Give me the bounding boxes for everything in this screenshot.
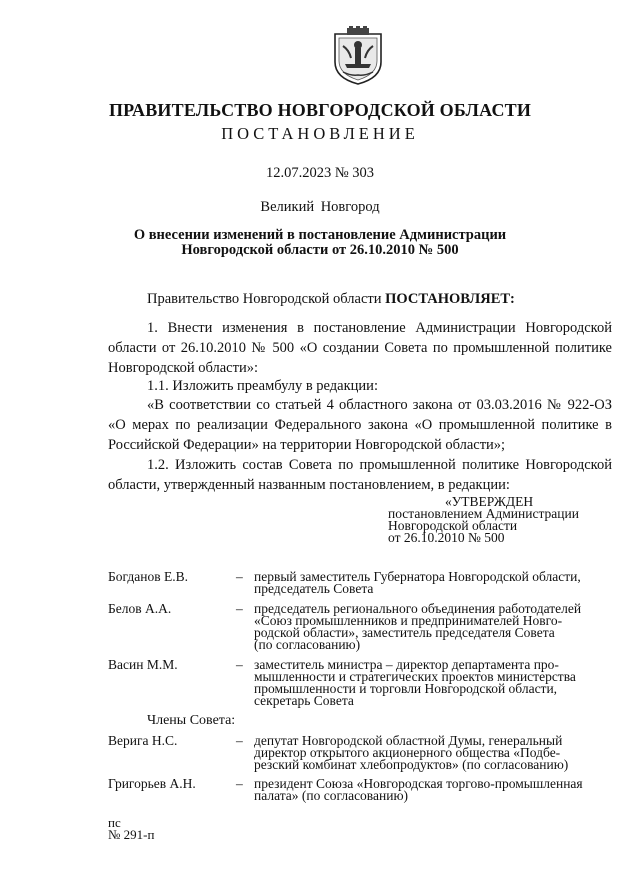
p11-quote-line-3: Российской Федерации» на территории Новгородской области»; <box>108 437 506 453</box>
desc-line: мышленности и стратегических проектов министерства <box>254 669 576 684</box>
p11-text: 1.1. Изложить преамбулу в редакции: <box>147 378 378 394</box>
member-description <box>254 659 604 707</box>
intro-paragraph <box>147 289 617 309</box>
intro-prefix: Правительство Новгородской области <box>147 291 386 307</box>
desc-line: (по согласованию) <box>254 637 361 652</box>
p1-line-3: Новгородской области»: <box>108 360 258 376</box>
dash: – <box>236 733 243 748</box>
members-heading: Члены Совета: <box>147 713 236 728</box>
dash: – <box>236 601 243 616</box>
date-number: 12.07.2023 № 303 <box>265 165 375 181</box>
desc-line: председатель регионального объединения работодателей <box>254 601 582 616</box>
government-name: ПРАВИТЕЛЬСТВО НОВГОРОДСКОЙ ОБЛАСТИ <box>108 100 532 120</box>
desc-line: резский комбинат хлебопродуктов» (по согласованию) <box>254 757 569 772</box>
desc-line: президент Союза «Новгородская торгово-промышленная <box>254 776 583 791</box>
desc-line: секретарь Совета <box>254 693 354 708</box>
member-name: Верига Н.С. <box>108 733 178 748</box>
desc-line: депутат Новгородской областной Думы, генеральный <box>254 733 563 748</box>
document-type: ПОСТАНОВЛЕНИЕ <box>221 124 419 143</box>
desc-line: промышленности и торговли Новгородской области, <box>254 681 558 696</box>
approval-line-1: «УТВЕРЖДЕН <box>445 494 534 509</box>
member-name: Григорьев А.Н. <box>108 776 196 791</box>
city: Великий Новгород <box>260 199 380 215</box>
member-description <box>254 571 604 595</box>
footer-initials: пс <box>108 815 121 830</box>
member-name: Белов А.А. <box>108 601 172 616</box>
desc-line: «Союз промышленников и предпринимателей Новго- <box>254 613 563 628</box>
member-description <box>254 778 604 802</box>
p1-line-1: 1. Внести изменения в постановление Администрации Новгородской <box>147 320 612 336</box>
member-name: Васин М.М. <box>108 657 178 672</box>
dash: – <box>236 657 243 672</box>
dash: – <box>236 569 243 584</box>
document-title <box>0 228 640 258</box>
member-description <box>254 603 604 651</box>
footer-number: № 291-п <box>108 827 155 842</box>
desc-line: заместитель министра – директор департамента про- <box>254 657 559 672</box>
approval-line-3: Новгородской области <box>388 518 518 533</box>
member-name: Богданов Е.В. <box>108 569 188 584</box>
desc-line: палата» (по согласованию) <box>254 788 409 803</box>
p12-line-2: области, утвержденный названным постановлением, в редакции: <box>108 477 510 493</box>
desc-line: родской области», заместитель председателя Совета <box>254 625 555 640</box>
desc-line: директор открытого акционерного общества «Подбе- <box>254 745 561 760</box>
title-line-1: О внесении изменений в постановление Администрации <box>133 227 507 243</box>
p12-line-1: 1.2. Изложить состав Совета по промышленной политике Новгородской <box>147 457 612 473</box>
p1-line-2: области от 26.10.2010 № 500 «О создании Совета по промышленной политике <box>108 340 612 356</box>
desc-line: председатель Совета <box>254 581 374 596</box>
member-description <box>254 735 604 771</box>
approval-line-2: постановлением Администрации <box>388 506 579 521</box>
coat-of-arms-emblem <box>331 26 385 86</box>
p11-quote-line-1: «В соответствии со статьей 4 областного закона от 03.03.2016 № 922-ОЗ <box>147 397 612 413</box>
p11-quote-line-2: «О мерах по реализации Федерального закона «О промышленной политике в <box>108 417 612 433</box>
dash: – <box>236 776 243 791</box>
title-line-2: Новгородской области от 26.10.2010 № 500 <box>181 242 459 258</box>
intro-bold: ПОСТАНОВЛЯЕТ: <box>385 291 515 307</box>
approval-line-4: от 26.10.2010 № 500 <box>388 530 505 545</box>
desc-line: первый заместитель Губернатора Новгородской области, <box>254 569 581 584</box>
